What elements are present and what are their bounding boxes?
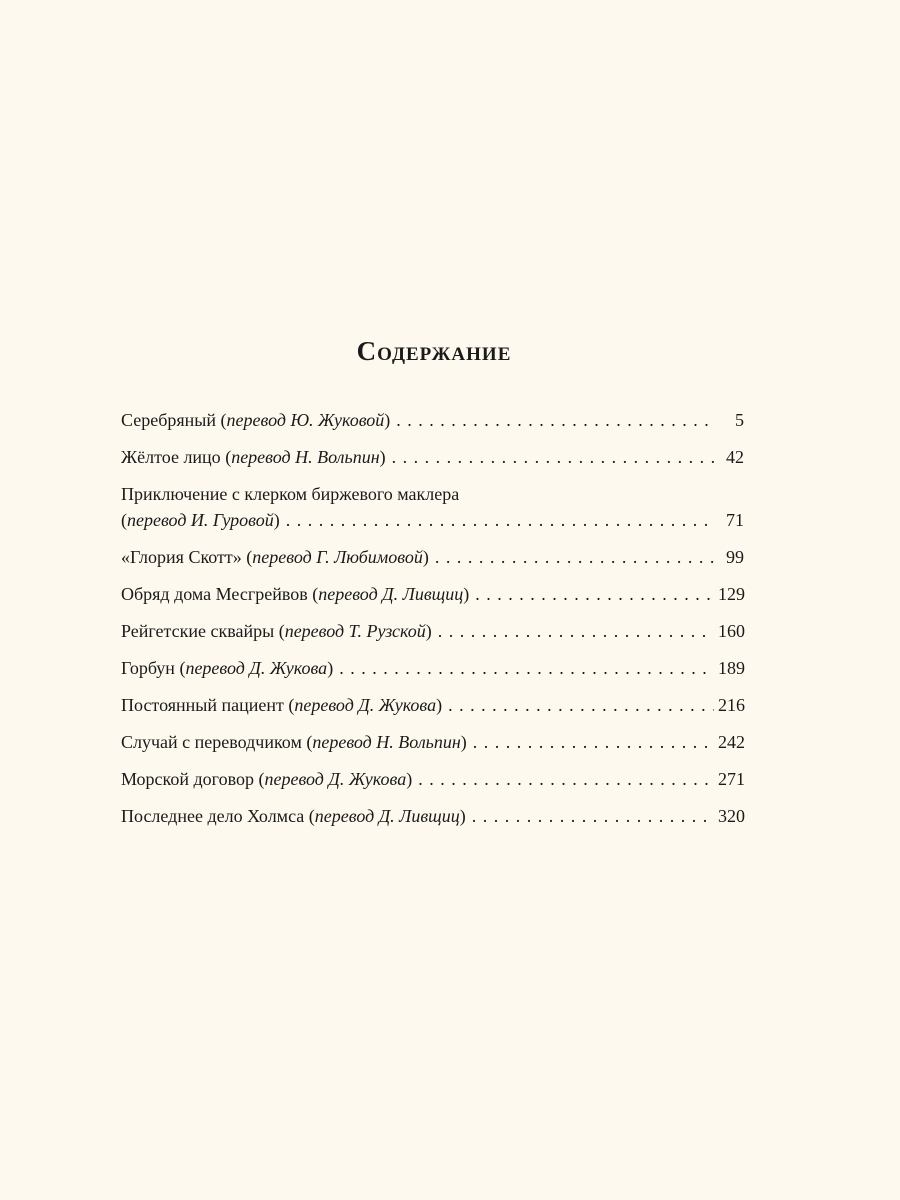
toc-line <box>121 729 744 755</box>
toc-entry <box>121 729 744 755</box>
toc-entry-title: Приключение с клерком биржевого маклера <box>121 484 460 504</box>
dot-leader <box>472 803 714 829</box>
toc-entry-page: 160 <box>718 621 745 641</box>
toc-entry-translator: перевод Т. Рузской <box>284 621 426 641</box>
toc-line <box>121 407 744 433</box>
toc-entry-text: (перевод И. Гуровой) <box>121 510 280 530</box>
toc-entry-page: 242 <box>718 732 745 752</box>
toc-entry-translator: перевод Н. Вольпин <box>312 732 461 752</box>
toc-line <box>121 544 744 570</box>
toc-entry-translator: перевод Д. Ливщиц <box>314 806 460 826</box>
toc-entry <box>121 655 744 681</box>
dot-leader <box>286 507 714 533</box>
toc-entry-page: 189 <box>718 658 745 678</box>
toc-entry-text: Последнее дело Холмса (перевод Д. Ливщиц) <box>121 806 466 826</box>
toc-entry-page: 99 <box>726 547 744 567</box>
toc-line <box>121 507 744 533</box>
toc-entry <box>121 444 744 470</box>
toc-entry-translator: перевод Д. Жукова <box>294 695 437 715</box>
toc-line <box>121 655 744 681</box>
toc-entry <box>121 481 744 533</box>
toc-entry-text: Жёлтое лицо (перевод Н. Вольпин) <box>121 447 386 467</box>
toc-line <box>121 618 744 644</box>
toc-entry <box>121 766 744 792</box>
toc-entry-text: Серебряный (перевод Ю. Жуковой) <box>121 410 391 430</box>
dot-leader <box>435 544 714 570</box>
toc-entry-title: Горбун <box>121 658 175 678</box>
dot-leader <box>438 618 714 644</box>
toc-line <box>121 444 744 470</box>
toc-entry-title: Последнее дело Холмса <box>121 806 305 826</box>
toc-entry-text: «Глория Скотт» (перевод Г. Любимовой) <box>121 547 429 567</box>
dot-leader <box>392 444 714 470</box>
toc-entry-page: 216 <box>718 695 745 715</box>
toc-entry-translator: перевод Ю. Жуковой <box>226 410 385 430</box>
toc-line <box>121 692 744 718</box>
toc-entry-page: 42 <box>726 447 744 467</box>
dot-leader <box>448 692 714 718</box>
dot-leader <box>473 729 714 755</box>
toc-entry-title: Постоянный пациент <box>121 695 284 715</box>
toc-entry-title: Случай с переводчиком <box>121 732 302 752</box>
toc-line <box>121 766 744 792</box>
toc-entry-page: 5 <box>735 410 744 430</box>
toc-entry-translator: перевод Д. Жукова <box>264 769 407 789</box>
toc-entry-translator: перевод Д. Ливщиц <box>318 584 464 604</box>
toc-entry-text: Морской договор (перевод Д. Жукова) <box>121 769 413 789</box>
toc-entry-page: 320 <box>718 806 745 826</box>
toc-entry-text: Рейгетские сквайры (перевод Т. Рузской) <box>121 621 432 641</box>
toc-entry-title: Морской договор <box>121 769 254 789</box>
toc-entry-text: Горбун (перевод Д. Жукова) <box>121 658 334 678</box>
toc-entry-title: Рейгетские сквайры <box>121 621 275 641</box>
toc-entry <box>121 407 744 433</box>
toc-entry-page: 271 <box>718 769 745 789</box>
toc-entry-title: «Глория Скотт» <box>121 547 242 567</box>
toc-entry-page: 71 <box>726 510 744 530</box>
toc-entry-title: Серебряный <box>121 410 217 430</box>
toc-entry <box>121 544 744 570</box>
toc-entry-translator: перевод И. Гуровой <box>127 510 274 530</box>
toc-line <box>121 803 744 829</box>
table-of-contents <box>121 407 744 840</box>
toc-line <box>121 581 744 607</box>
dot-leader <box>396 407 714 433</box>
toc-entry <box>121 692 744 718</box>
toc-entry-title: Жёлтое лицо <box>121 447 221 467</box>
dot-leader <box>475 581 714 607</box>
toc-entry-text: Случай с переводчиком (перевод Н. Вольпин) <box>121 732 467 752</box>
toc-entry-text: Обряд дома Месгрейвов (перевод Д. Ливщиц) <box>121 584 470 604</box>
toc-entry-text: Постоянный пациент (перевод Д. Жукова) <box>121 695 443 715</box>
dot-leader <box>339 655 714 681</box>
toc-entry-translator: перевод Г. Любимовой <box>252 547 423 567</box>
toc-entry-translator: перевод Н. Вольпин <box>231 447 380 467</box>
dot-leader <box>418 766 714 792</box>
page-title: Содержание <box>356 336 512 366</box>
toc-entry <box>121 581 744 607</box>
toc-entry <box>121 618 744 644</box>
toc-entry-page: 129 <box>718 584 745 604</box>
toc-entry-title: Обряд дома Месгрейвов <box>121 584 308 604</box>
toc-entry-translator: перевод Д. Жукова <box>185 658 328 678</box>
toc-entry <box>121 803 744 829</box>
